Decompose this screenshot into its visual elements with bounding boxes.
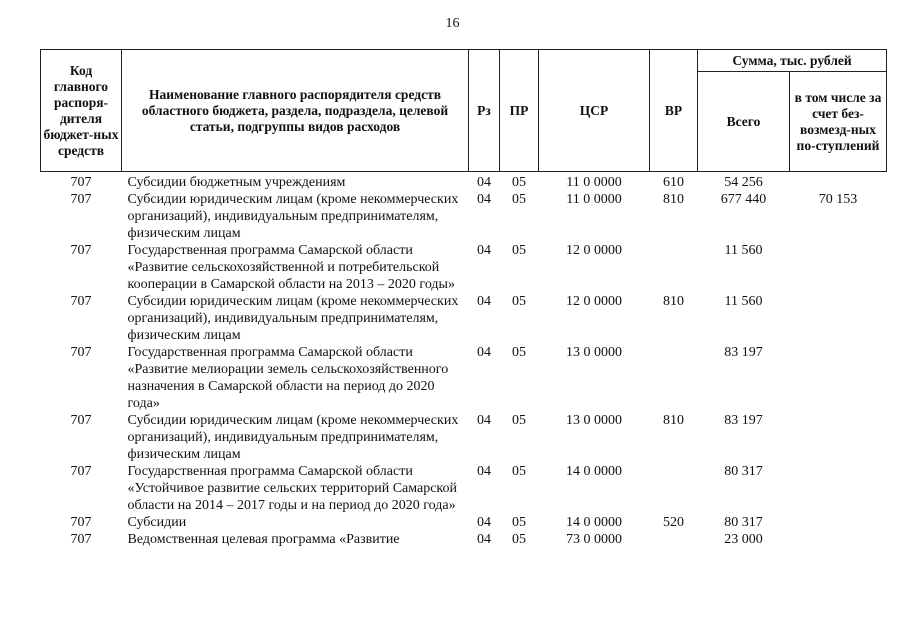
cell-csr: 14 0 0000 bbox=[566, 515, 622, 530]
cell-csr: 13 0 0000 bbox=[566, 345, 622, 360]
page-number: 16 bbox=[445, 16, 460, 31]
table-row bbox=[41, 242, 887, 293]
cell-vr: 810 bbox=[663, 192, 684, 207]
table-row bbox=[41, 191, 887, 242]
cell-name: Субсидии юридическим лицам (кроме некоммерческих организаций), индивидуальным предпринимателям, физическим лицам bbox=[127, 192, 459, 241]
cell-total: 23 000 bbox=[724, 532, 763, 547]
cell-pr: 05 bbox=[512, 175, 526, 190]
header-sum-group: Сумма, тыс. рублей bbox=[698, 50, 887, 72]
cell-gratuitous bbox=[790, 344, 887, 412]
cell-code: 707 bbox=[70, 175, 92, 190]
cell-rz: 04 bbox=[477, 192, 491, 207]
cell-vr: 810 bbox=[663, 413, 684, 428]
cell-csr: 73 0 0000 bbox=[566, 532, 622, 547]
cell-vr: 810 bbox=[663, 294, 684, 309]
cell-vr bbox=[650, 463, 698, 514]
header-vr: ВР bbox=[650, 50, 698, 172]
cell-name: Государственная программа Самарской области «Развитие мелиорации земель сельскохозяйственного назначения в Самарской области на период до 2020 года» bbox=[127, 345, 449, 411]
cell-rz: 04 bbox=[477, 243, 491, 258]
cell-code: 707 bbox=[70, 345, 92, 360]
cell-code: 707 bbox=[70, 192, 92, 207]
header-total: Всего bbox=[698, 72, 790, 172]
cell-code: 707 bbox=[70, 464, 92, 479]
header-csr: ЦСР bbox=[539, 50, 650, 172]
cell-total: 677 440 bbox=[720, 192, 767, 207]
cell-vr bbox=[650, 344, 698, 412]
cell-name: Государственная программа Самарской области «Развитие сельскохозяйственной и потребительской кооперации в Самарской области на 2013 – 2020 годы» bbox=[127, 243, 455, 292]
cell-gratuitous bbox=[790, 514, 887, 531]
cell-rz: 04 bbox=[477, 294, 491, 309]
cell-rz: 04 bbox=[477, 175, 491, 190]
cell-csr: 12 0 0000 bbox=[566, 243, 622, 258]
cell-pr: 05 bbox=[512, 515, 526, 530]
header-rz: Рз bbox=[469, 50, 500, 172]
table-row bbox=[41, 344, 887, 412]
cell-total: 83 197 bbox=[724, 345, 763, 360]
cell-gratuitous bbox=[790, 412, 887, 463]
cell-rz: 04 bbox=[477, 532, 491, 547]
table-row bbox=[41, 293, 887, 344]
cell-pr: 05 bbox=[512, 413, 526, 428]
cell-code: 707 bbox=[70, 294, 92, 309]
cell-vr bbox=[650, 531, 698, 548]
cell-code: 707 bbox=[70, 532, 92, 547]
cell-code: 707 bbox=[70, 515, 92, 530]
cell-vr: 610 bbox=[663, 175, 684, 190]
cell-total: 80 317 bbox=[724, 464, 763, 479]
header-pr: ПР bbox=[500, 50, 539, 172]
cell-name: Субсидии бюджетным учреждениям bbox=[127, 175, 346, 190]
cell-code: 707 bbox=[70, 243, 92, 258]
cell-total: 80 317 bbox=[724, 515, 763, 530]
cell-rz: 04 bbox=[477, 345, 491, 360]
cell-code: 707 bbox=[70, 413, 92, 428]
cell-total: 54 256 bbox=[724, 175, 763, 190]
cell-vr: 520 bbox=[663, 515, 684, 530]
cell-vr bbox=[650, 242, 698, 293]
cell-rz: 04 bbox=[477, 515, 491, 530]
cell-csr: 14 0 0000 bbox=[566, 464, 622, 479]
cell-pr: 05 bbox=[512, 192, 526, 207]
table-row bbox=[41, 463, 887, 514]
cell-pr: 05 bbox=[512, 294, 526, 309]
header-gratuitous: в том числе за счет без-возмезд-ных по-ступлений bbox=[790, 72, 887, 172]
cell-total: 83 197 bbox=[724, 413, 763, 428]
header-name: Наименование главного распорядителя средств областного бюджета, раздела, подраздела, целевой статьи, подгруппы видов расходов bbox=[122, 50, 469, 172]
cell-total: 11 560 bbox=[724, 294, 763, 309]
header-code: Код главного распоря-дителя бюджет-ных средств bbox=[41, 50, 122, 172]
cell-gratuitous bbox=[790, 463, 887, 514]
table-row bbox=[41, 172, 887, 192]
cell-pr: 05 bbox=[512, 243, 526, 258]
budget-table bbox=[40, 49, 887, 548]
table-header bbox=[41, 50, 887, 172]
cell-csr: 12 0 0000 bbox=[566, 294, 622, 309]
cell-gratuitous: 70 153 bbox=[818, 192, 858, 207]
cell-rz: 04 bbox=[477, 464, 491, 479]
cell-rz: 04 bbox=[477, 413, 491, 428]
cell-pr: 05 bbox=[512, 464, 526, 479]
cell-name: Государственная программа Самарской области «Устойчивое развитие сельских территорий Самарской области на 2014 – 2017 годы и на период до 2020 года» bbox=[127, 464, 458, 513]
cell-name: Субсидии юридическим лицам (кроме некоммерческих организаций), индивидуальным предпринимателям, физическим лицам bbox=[127, 294, 459, 343]
cell-gratuitous bbox=[790, 242, 887, 293]
cell-gratuitous bbox=[790, 172, 887, 192]
cell-total: 11 560 bbox=[724, 243, 763, 258]
cell-pr: 05 bbox=[512, 532, 526, 547]
table-row bbox=[41, 531, 887, 548]
cell-name: Субсидии bbox=[127, 515, 187, 530]
cell-csr: 11 0 0000 bbox=[566, 175, 622, 190]
table-body bbox=[41, 172, 887, 549]
cell-name: Ведомственная целевая программа «Развитие bbox=[127, 532, 400, 547]
cell-gratuitous bbox=[790, 293, 887, 344]
cell-csr: 11 0 0000 bbox=[566, 192, 622, 207]
table-row bbox=[41, 514, 887, 531]
cell-pr: 05 bbox=[512, 345, 526, 360]
cell-csr: 13 0 0000 bbox=[566, 413, 622, 428]
cell-name: Субсидии юридическим лицам (кроме некоммерческих организаций), индивидуальным предпринимателям, физическим лицам bbox=[127, 413, 459, 462]
table-row bbox=[41, 412, 887, 463]
cell-gratuitous bbox=[790, 531, 887, 548]
